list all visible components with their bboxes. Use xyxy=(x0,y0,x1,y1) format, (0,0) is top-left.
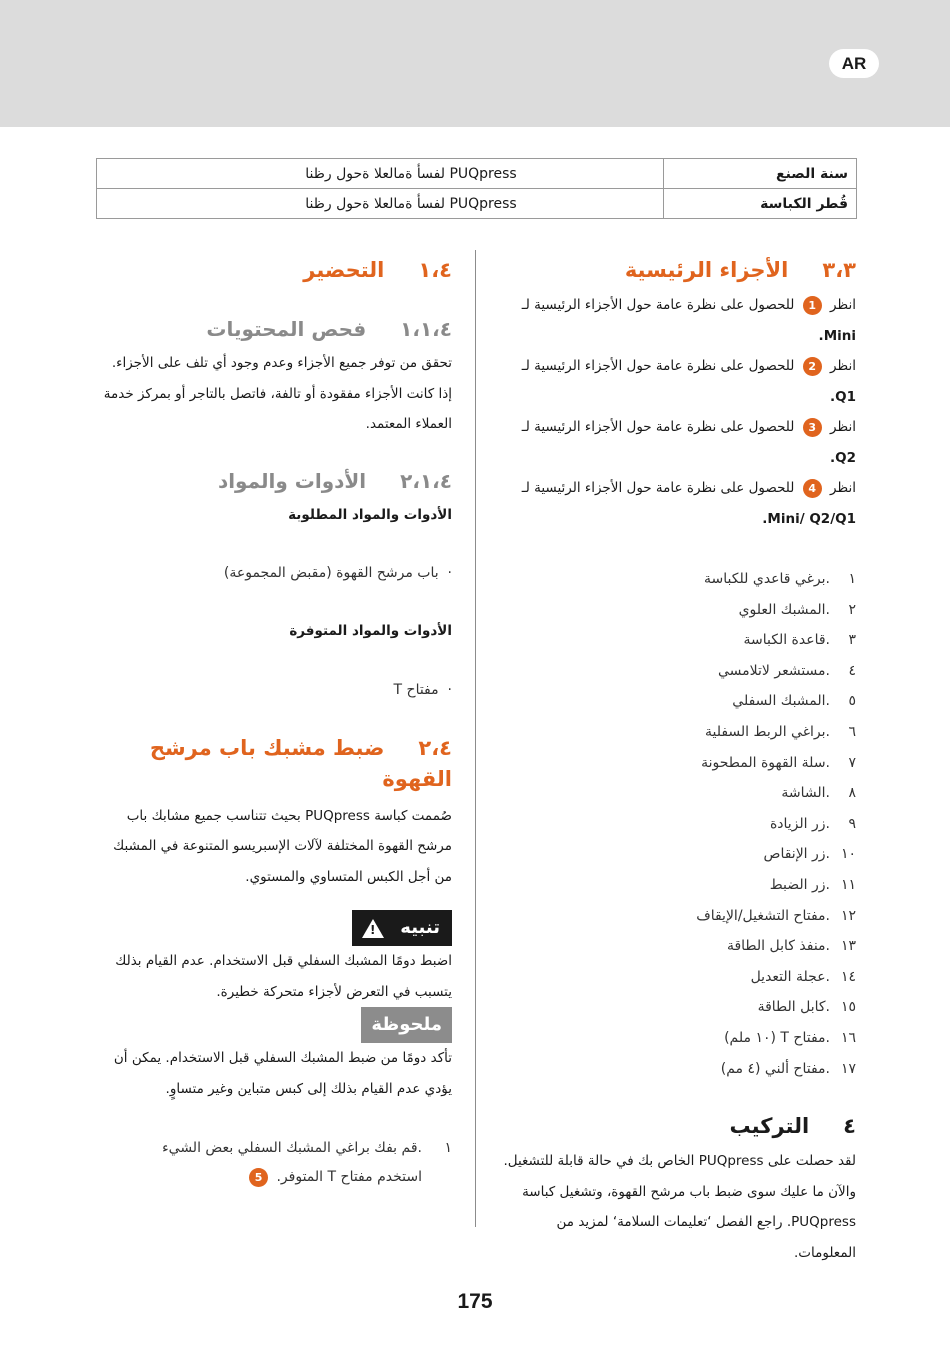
page-number: 175 xyxy=(457,1290,493,1313)
caution-label: تنبيه xyxy=(400,917,440,938)
list-item: · مفتاح T xyxy=(393,681,452,698)
list-item: ١٣.منفذ كابل الطاقة xyxy=(726,938,856,955)
figure-ref-icon: 4 xyxy=(803,479,822,498)
adjust-body: صُممت كباسة PUQpress بحيث تتناسب جميع مشابك باب مرشح القهوة المختلفة لآلات الإسبريسو المتنوعة في المشبك من أجل الكبس المتساوي والمستوي. xyxy=(113,807,452,885)
list-item: ١٠.زر الإنقاص xyxy=(763,846,856,863)
list-item: · باب مرشح القهوة (مقبض المجموعة) xyxy=(223,565,452,581)
reference-line: انظر 4 للحصول على نظرة عامة حول الأجزاء الرئيسية لـ Mini/ Q2/Q1. xyxy=(521,480,856,527)
caution-text: اضبط دومًا المشبك السفلي قبل الاستخدام. عدم القيام بذلك يتسبب في التعرض لأجزاء متحركة خطيرة. xyxy=(115,953,452,1000)
section-title: ضبط مشبك باب مرشح القهوة xyxy=(149,735,452,791)
bullet-icon: · xyxy=(438,681,452,698)
section-heading-tools xyxy=(96,462,452,500)
note-text: تأكد دومًا من ضبط المشبك السفلي قبل الاستخدام. يمكن أن يؤدي عدم القيام بذلك إلى كبس متباين وغير متساوٍ. xyxy=(113,1050,452,1097)
check-contents-body: تحقق من توفر جميع الأجزاء وعدم وجود أي تلف على الأجزاء. إذا كانت الأجزاء مفقودة أو تالفة، فاتصل بالتاجر أو بمركز خدمة العملاء المعتمد. xyxy=(103,355,452,432)
language-badge: AR xyxy=(829,49,879,78)
list-item: ٧.سلة القهوة المطحونة xyxy=(701,754,856,771)
table-key: قُطر الكباسة xyxy=(664,189,857,219)
section-number: ٢،١،٤ xyxy=(400,468,452,493)
section-number: ٣،٣ xyxy=(822,258,856,282)
section-heading-adjust xyxy=(96,733,452,795)
list-item: ٥.المشبك السفلي xyxy=(732,693,856,710)
section-number: ٤ xyxy=(843,1114,856,1139)
note-label: ملحوظة xyxy=(371,1014,442,1035)
table-key: سنة الصنع xyxy=(664,159,857,189)
parts-list xyxy=(498,564,856,1084)
figure-ref-icon: 3 xyxy=(803,418,822,437)
reference-line: انظر 2 للحصول على نظرة عامة حول الأجزاء الرئيسية لـ Q1. xyxy=(521,358,856,405)
list-item: ١.برغي قاعدي للكباسة xyxy=(704,571,856,587)
list-item: ١٧.مفتاح ألني (٤ مم) xyxy=(720,1060,856,1077)
list-item: ٣.قاعدة الكباسة xyxy=(743,632,856,649)
list-item: ٩.زر الزيادة xyxy=(769,815,856,832)
section-number: ١،١،٤ xyxy=(400,317,452,341)
bullet-icon: · xyxy=(438,565,452,581)
section-heading-check-contents xyxy=(96,310,452,348)
section-heading-installation xyxy=(498,1106,856,1146)
step-list xyxy=(96,1134,452,1192)
table-row xyxy=(97,189,857,219)
list-item: ١٢.مفتاح التشغيل/الإيقاف xyxy=(696,907,856,924)
column-divider xyxy=(475,250,476,1227)
header-bar xyxy=(0,0,950,127)
caution-label-box xyxy=(352,910,452,946)
table-value: PUQpress لفسأ ةمالعلا ةحول رظنا xyxy=(97,159,664,189)
section-title: فحص المحتويات xyxy=(206,317,367,341)
list-item: ٨.الشاشة xyxy=(781,785,856,802)
section-heading-preparation xyxy=(96,250,452,290)
table-row xyxy=(97,159,857,189)
section-number: ١،٤ xyxy=(418,258,452,282)
caution-block xyxy=(96,910,452,1007)
supplied-tools-heading: الأدوات والمواد المتوفرة xyxy=(289,623,452,639)
warning-icon: ! xyxy=(362,919,384,938)
note-block xyxy=(96,1007,452,1104)
note-label-box xyxy=(361,1007,452,1043)
list-item: ١١.زر الضبط xyxy=(769,876,856,893)
figure-ref-icon: 2 xyxy=(803,357,822,376)
required-tools-heading: الأدوات والمواد المطلوبة xyxy=(288,506,452,523)
reference-line: انظر 3 للحصول على نظرة عامة حول الأجزاء الرئيسية لـ Q2. xyxy=(521,419,856,466)
section-title: التركيب xyxy=(729,1114,810,1139)
list-item: ١.قم بفك براغي المشبك السفلي بعض الشيء xyxy=(162,1140,452,1156)
step-sub: استخدم مفتاح T المتوفر. 5 xyxy=(96,1163,452,1192)
list-item: ٢.المشبك العلوي xyxy=(738,601,856,618)
section-number: ٢،٤ xyxy=(418,735,452,760)
list-item: ١٥.كابل الطاقة xyxy=(757,999,856,1016)
right-column xyxy=(498,250,856,1268)
figure-ref-icon: 1 xyxy=(803,296,822,315)
section-title: التحضير xyxy=(303,258,385,282)
section-title: الأدوات والمواد xyxy=(217,468,367,493)
figure-ref-icon: 5 xyxy=(249,1168,268,1187)
list-item: ٤.مستشعر لاتلامسي xyxy=(718,662,856,679)
list-item: ٦.براغي الربط السفلية xyxy=(704,723,856,740)
list-item: ١٤.عجلة التعديل xyxy=(750,968,856,985)
reference-line: انظر 1 للحصول على نظرة عامة حول الأجزاء الرئيسية لـ Mini. xyxy=(521,297,856,344)
section-title: الأجزاء الرئيسية xyxy=(624,258,789,282)
installation-body: لقد حصلت على PUQpress الخاص بك في حالة قابلة للتشغيل. والآن ما عليك سوى ضبط باب مرشح القهوة، وتشغيل كباسة PUQpress. راجع الفصل ‘تعليمات السلامة‘ لمزيد من المعلومات. xyxy=(503,1153,856,1261)
left-column xyxy=(96,250,452,1192)
list-item: ١٦.مفتاح T (١٠ ملم) xyxy=(724,1029,856,1046)
table-value: PUQpress لفسأ ةمالعلا ةحول رظنا xyxy=(97,189,664,219)
section-heading-main-parts xyxy=(498,250,856,290)
spec-table xyxy=(96,158,857,219)
